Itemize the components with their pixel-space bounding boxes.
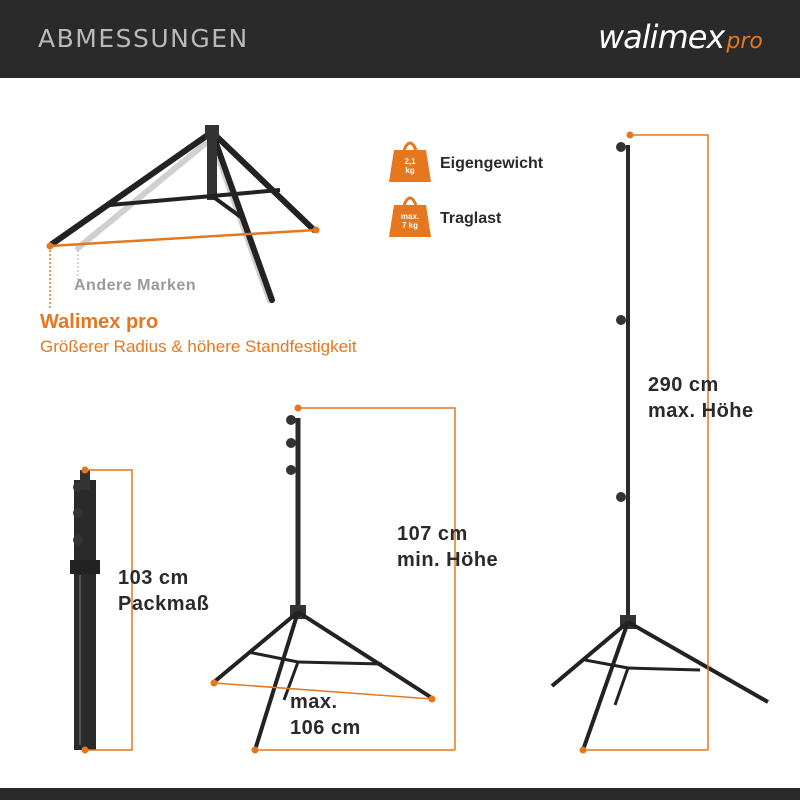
min-height-value: 107 cm (397, 523, 468, 545)
load-label: Traglast (440, 210, 502, 227)
pack-size-caption: Packmaß (118, 593, 210, 615)
load-icon-unit: 7 kg (401, 221, 418, 230)
max-height-caption: max. Höhe (648, 400, 754, 422)
logo-brand-text: walimex (598, 18, 725, 56)
other-brands-label: Andere Marken (74, 277, 197, 294)
max-height-label (648, 372, 754, 424)
weight-icon-value: 2,1 (404, 157, 416, 166)
weight-label: Eigengewicht (440, 155, 544, 172)
footer-bar (0, 788, 800, 800)
weight-icon-unit: kg (405, 166, 415, 175)
spread-value: 106 cm (290, 717, 361, 739)
spread-label (290, 689, 361, 741)
logo-suffix-text: pro (726, 29, 763, 54)
page-title: ABMESSUNGEN (38, 24, 249, 53)
max-height-stand (552, 132, 768, 754)
min-height-label (397, 521, 498, 573)
weight-icon-text (392, 157, 428, 175)
brand-description: Größerer Radius & höhere Standfestigkeit (40, 337, 357, 356)
spread-caption: max. (290, 691, 338, 713)
min-height-caption: min. Höhe (397, 549, 499, 571)
max-height-value: 290 cm (648, 374, 719, 396)
load-icon-text (392, 212, 428, 230)
load-icon-value: max. (400, 212, 420, 221)
pack-size-label (118, 565, 209, 617)
brand-label: Walimex pro (40, 311, 159, 333)
pack-size-value: 103 cm (118, 567, 189, 589)
